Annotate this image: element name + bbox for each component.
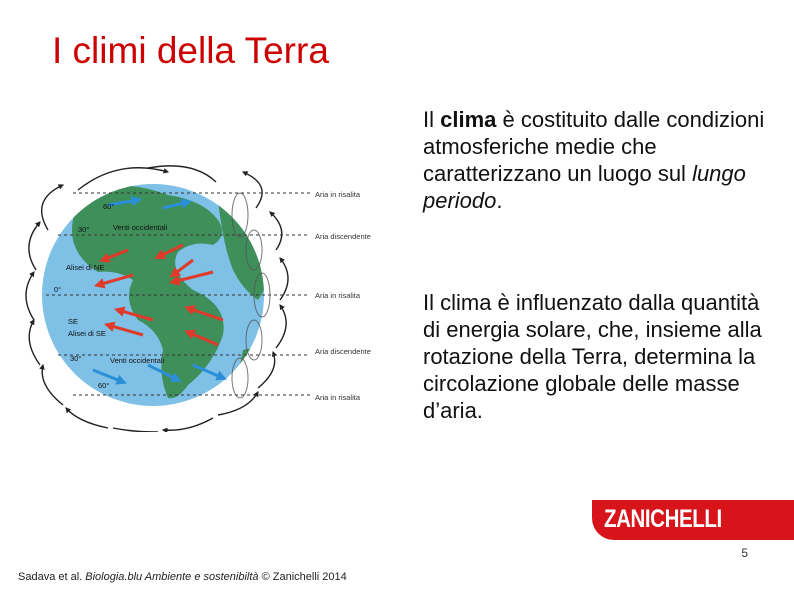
page-number: 5 [741,546,748,560]
latitude-label-60n: 60° [103,202,115,211]
wind-label-se: SE [68,317,79,326]
wind-label-westerlies-south: Venti occidentali [110,356,165,365]
air-label-rising-equator: Aria in risalita [315,291,361,300]
latitude-label-equator: 0° [54,285,62,294]
keyword-clima: clima [440,107,497,132]
footer-citation [18,571,347,583]
zanichelli-logo [592,500,794,540]
paragraph-text-middle: è costituito dalle condizioni atmosferiche medie che caratterizzano un luogo sul [423,107,765,186]
air-label-descending-30n: Aria discendente [315,232,371,241]
footer-book-title: Biologia.blu Ambiente e sostenibiltà [85,571,259,583]
wind-label-westerlies-north: Venti occidentali [113,223,168,232]
paragraph-text-start: Il [423,107,441,132]
global-circulation-figure [18,160,398,432]
footer-authors: Sadava et al. [18,571,86,583]
footer-copyright: © Zanichelli 2014 [258,571,347,583]
wind-label-se-trades: Alisei di SE [68,329,106,338]
latitude-label-30s: 30° [70,354,82,363]
definition-paragraph [423,106,773,214]
paragraph-text-end: . [496,188,503,213]
air-label-descending-30s: Aria discendente [315,347,371,356]
logo-text: ZANICHELLI [604,505,722,533]
influence-paragraph: Il clima è influenzato dalla quantità di energia solare, che, insieme alla rotazione della Terra, determina la circolazione globale delle masse d’aria. [423,290,762,423]
latitude-label-60s: 60° [98,381,110,390]
global-circulation-diagram [18,160,398,432]
slide-title: I climi della Terra [52,30,329,71]
keyword-lungo-periodo: lungo periodo [423,161,746,213]
wind-label-ne-trades: Alisei di NE [66,263,105,272]
air-label-rising-60s: Aria in risalita [315,393,361,402]
latitude-label-30n: 30° [78,225,90,234]
air-label-rising-60n: Aria in risalita [315,190,361,199]
